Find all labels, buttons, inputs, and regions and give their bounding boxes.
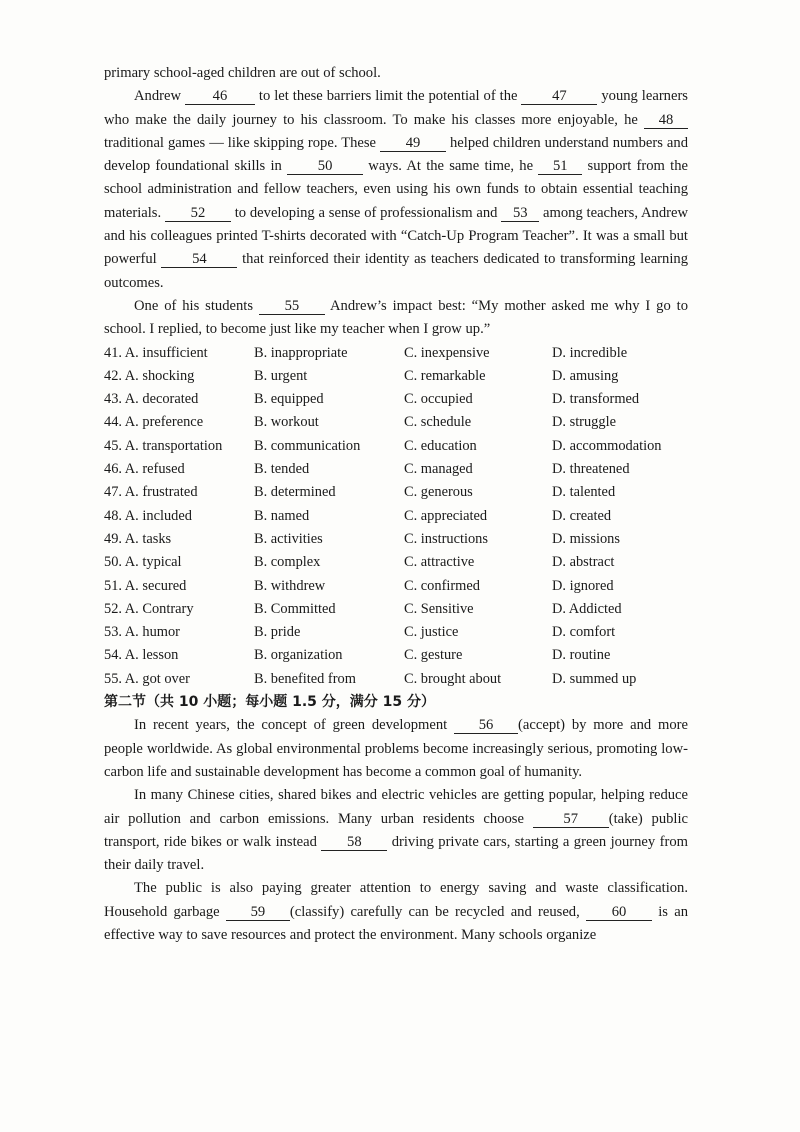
text: (classify) carefully can be recycled and reused,	[289, 903, 586, 920]
blank-59: 59	[226, 904, 290, 921]
blank-57: 57	[533, 811, 609, 828]
option-c: C. confirmed	[404, 577, 480, 594]
passage-paragraph-1	[104, 85, 688, 295]
blank-53: 53	[501, 205, 539, 222]
blank-52: 52	[165, 205, 231, 222]
blank-60: 60	[586, 904, 652, 921]
options-list	[104, 342, 688, 691]
option-row	[104, 435, 688, 458]
text: is an effective way to save resources and protect the environment. Many schools organize	[104, 903, 688, 943]
option-c: C. appreciated	[404, 507, 488, 524]
option-d: D. routine	[552, 647, 611, 664]
text: to let these barriers limit the potential of the	[254, 88, 522, 105]
option-c: C. remarkable	[404, 367, 486, 384]
blank-55: 55	[259, 298, 325, 315]
option-row	[104, 621, 688, 644]
option-b: B. workout	[254, 414, 319, 431]
option-a: 42. A. shocking	[104, 367, 195, 384]
option-d: D. abstract	[552, 554, 615, 571]
option-d: D. Addicted	[552, 600, 622, 617]
option-a: 49. A. tasks	[104, 530, 172, 547]
option-b: B. withdrew	[254, 577, 326, 594]
option-row	[104, 644, 688, 667]
option-a: 52. A. Contrary	[104, 600, 194, 617]
blank-49: 49	[380, 135, 446, 152]
text: ways. At the same time, he	[363, 158, 539, 175]
text: that reinforced their identity as teachers dedicated to transforming learning outcomes.	[104, 251, 688, 291]
text: (take) public transport, ride bikes or walk instead	[104, 810, 688, 850]
text: The public is also paying greater attention to energy saving and waste classification. Household garbage	[104, 880, 688, 920]
option-b: B. organization	[254, 647, 343, 664]
option-c: C. generous	[404, 484, 473, 501]
option-b: B. activities	[254, 530, 323, 547]
text: (accept) by more and more people worldwide. As global environmental problems become increasingly serious, promoting low- carbon life and sustainable development has become a common goal of humanity.	[104, 717, 688, 780]
option-b: B. determined	[254, 484, 336, 501]
option-row	[104, 342, 688, 365]
option-d: D. talented	[552, 484, 616, 501]
blank-48: 48	[644, 112, 688, 129]
option-b: B. named	[254, 507, 310, 524]
option-a: 55. A. got over	[104, 670, 190, 687]
blank-47: 47	[521, 88, 597, 105]
text: In many Chinese cities, shared bikes and electric vehicles are getting popular, helping reduce air pollution and carbon emissions. Many urban residents choose	[104, 787, 688, 827]
option-d: D. transformed	[552, 391, 640, 408]
blank-46: 46	[185, 88, 255, 105]
option-b: B. complex	[254, 554, 321, 571]
text: Andrew’s impact best: “My mother asked me why I go to school. I replied, to become just like my teacher when I grow up.”	[104, 297, 688, 338]
option-c: C. justice	[404, 624, 459, 641]
option-b: B. equipped	[254, 391, 324, 408]
blank-51: 51	[538, 158, 582, 175]
text: traditional games — like skipping rope. These	[104, 134, 381, 151]
option-c: C. inexpensive	[404, 344, 490, 361]
option-b: B. inappropriate	[254, 344, 348, 361]
option-d: D. amusing	[552, 367, 619, 384]
option-a: 41. A. insufficient	[104, 344, 208, 361]
option-d: D. threatened	[552, 461, 630, 478]
option-b: B. communication	[254, 437, 361, 454]
passage-line-top: primary school-aged children are out of school.	[104, 65, 381, 81]
option-c: C. occupied	[404, 391, 473, 408]
text: helped children understand numbers and develop foundational skills in	[104, 134, 688, 175]
exam-page	[104, 62, 688, 947]
option-a: 43. A. decorated	[104, 391, 199, 408]
option-d: D. struggle	[552, 414, 616, 431]
section2-paragraph-3	[104, 877, 688, 947]
blank-50: 50	[287, 158, 363, 175]
option-b: B. benefited from	[254, 670, 356, 687]
text: to developing a sense of professionalism and	[230, 204, 502, 221]
option-a: 48. A. included	[104, 507, 192, 524]
option-row	[104, 598, 688, 621]
option-row	[104, 365, 688, 388]
passage-paragraph-2	[104, 295, 688, 342]
option-c: C. instructions	[404, 530, 488, 547]
option-b: B. urgent	[254, 367, 308, 384]
option-c: C. education	[404, 437, 477, 454]
option-d: D. summed up	[552, 670, 637, 687]
section2-paragraph-1	[104, 714, 688, 784]
option-b: B. pride	[254, 624, 301, 641]
option-row	[104, 411, 688, 434]
option-row	[104, 575, 688, 598]
option-a: 46. A. refused	[104, 461, 185, 478]
option-d: D. incredible	[552, 344, 628, 361]
option-a: 45. A. transportation	[104, 437, 223, 454]
option-d: D. missions	[552, 530, 620, 547]
text: young learners who make the daily journey to his classroom. To make his classes more enjoyable, he	[104, 88, 688, 128]
text: One of his students	[134, 297, 259, 314]
blank-56: 56	[454, 717, 518, 734]
text: among teachers, Andrew and his colleagues printed T-shirts decorated with “Catch-Up Program Teacher”. It was a small but powerful	[104, 204, 688, 268]
option-d: D. comfort	[552, 624, 616, 641]
blank-58: 58	[321, 834, 387, 851]
section-heading: 第二节（共 10 小题；每小题 1.5 分，满分 15 分）	[104, 694, 436, 711]
option-a: 47. A. frustrated	[104, 484, 198, 501]
option-a: 53. A. humor	[104, 624, 180, 641]
option-row	[104, 551, 688, 574]
option-c: C. gesture	[404, 647, 463, 664]
option-row	[104, 388, 688, 411]
option-c: C. schedule	[404, 414, 472, 431]
section2-paragraph-2	[104, 784, 688, 877]
option-d: D. created	[552, 507, 612, 524]
option-row	[104, 481, 688, 504]
text: driving private cars, starting a green journey from their daily travel.	[104, 833, 688, 874]
option-d: D. ignored	[552, 577, 614, 594]
text: In recent years, the concept of green development	[134, 717, 455, 734]
option-c: C. attractive	[404, 554, 475, 571]
option-a: 50. A. typical	[104, 554, 182, 571]
option-a: 51. A. secured	[104, 577, 187, 594]
text: Andrew	[134, 88, 185, 105]
option-c: C. managed	[404, 461, 473, 478]
blank-54: 54	[161, 251, 237, 268]
option-c: C. Sensitive	[404, 600, 474, 617]
option-b: B. tended	[254, 461, 310, 478]
option-a: 54. A. lesson	[104, 647, 179, 664]
option-b: B. Committed	[254, 600, 336, 617]
option-c: C. brought about	[404, 670, 502, 687]
option-row	[104, 668, 688, 691]
option-row	[104, 528, 688, 551]
option-a: 44. A. preference	[104, 414, 204, 431]
option-row	[104, 505, 688, 528]
option-row	[104, 458, 688, 481]
text: support from the school administration and fellow teachers, even using his own funds to obtain essential teaching materials.	[104, 158, 688, 221]
option-d: D. accommodation	[552, 437, 662, 454]
